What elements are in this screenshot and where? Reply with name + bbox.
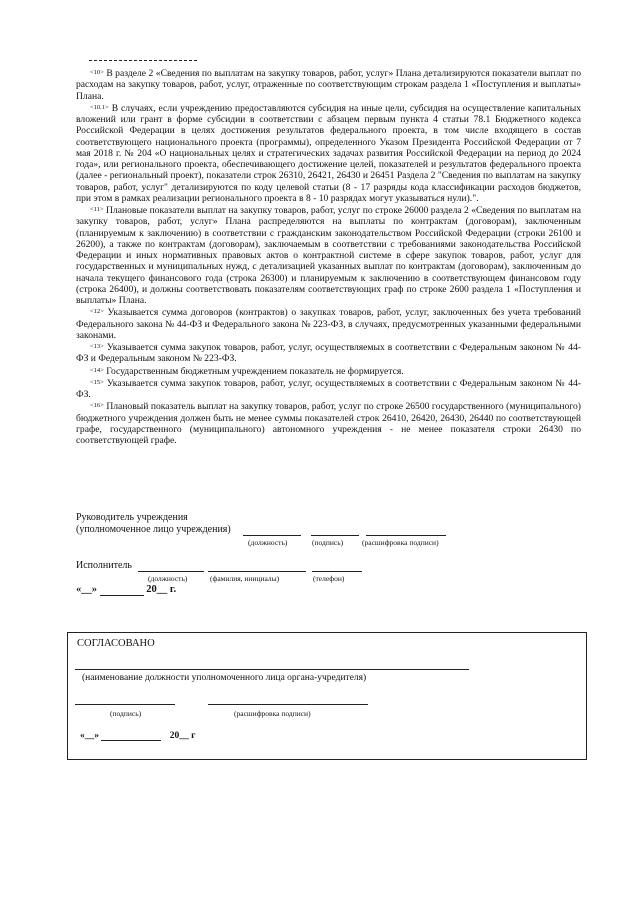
approval-date: «__» 20__ г — [80, 731, 196, 741]
head-decode-caption: (расшифровка подписи) — [362, 538, 439, 547]
footnote-number: <11> — [90, 206, 104, 213]
head-position-caption: (должность) — [248, 538, 288, 547]
head-position-line — [243, 524, 301, 536]
head-signature-caption: (подпись) — [312, 538, 344, 547]
footnotes — [76, 67, 581, 446]
head-title: Руководитель учреждения — [76, 512, 188, 523]
footnote-number: <16> — [90, 402, 104, 410]
footnote-number: <10> — [90, 69, 104, 76]
footnote-item — [76, 102, 581, 204]
approval-box — [67, 632, 587, 760]
approval-position-line — [75, 669, 469, 670]
footnote-text: Плановые показатели выплат на закупку товаров, работ, услуг по строке 26000 раздела 2 «Сведения по выплатам на закупку товаров, работ, услуг» Плана распределяются на выплаты по контрактам (договорам), заключенным (планируемым к заключению) в соответствии с гражданским законодательством Российской Федерации (строки 26100 и 26200), а также по контрактам (договорам), заключаемым в соответствии с требованиями законодательства Российской Федерации и иных нормативных правовых актов о контрактной системе в сфере закупок товаров, работ, услуг для государственных и муниципальных нужд, с детализацией указанных выплат по контрактам (договорам), заключенным до начала текущего финансового года (строка 26300) и планируемым к заключению в соответствующем финансовом году (строка 26400), и должны соответствовать показателям соответствующих граф по строке 2600 раздела 1 «Поступления и выплаты» Плана. — [76, 205, 581, 306]
approval-decode-caption: (расшифровка подписи) — [234, 709, 311, 718]
footnote-text: В разделе 2 «Сведения по выплатам на закупку товаров, работ, услуг» Плана детализируются показатели выплат по расходам на закупку товаров, работ, услуг, отраженные по соответствующим строкам раздела 1 «Поступления и выплаты» Плана. — [76, 68, 581, 102]
footnote-number: <12> — [90, 308, 104, 316]
executor-position-line — [138, 560, 204, 572]
approval-signature-line — [75, 704, 175, 705]
approval-position-caption: (наименование должности уполномоченного лица органа-учредителя) — [82, 673, 367, 683]
footnote-item — [76, 306, 581, 341]
footnote-text: Плановый показатель выплат на закупку товаров, работ, услуг по строке 26500 государственного (муниципального) бюджетного учреждения должен быть не менее суммы показателей строк 26410, 26420, 26430, 26440 по соответствующей графе, государственного (муниципального) автономного учреждения - не менее показателя строки 26430 по соответствующей графе. — [76, 401, 581, 446]
footnote-text: Указывается сумма договоров (контрактов) о закупках товаров, работ, услуг, заключенных без учета требований Федерального закона № 44-ФЗ и Федерального закона № 223-ФЗ, в случаях, предусмотренных указанными федеральными законами. — [76, 307, 581, 341]
footnote-item — [76, 365, 581, 377]
footnote-text: Указывается сумма закупок товаров, работ, услуг, осуществляемых в соответствии с Федеральным законом № 44-ФЗ. — [76, 377, 581, 400]
executor-name-caption: (фамилия, инициалы) — [210, 574, 280, 583]
approval-date-month-line — [101, 730, 161, 741]
footnote-separator — [89, 60, 197, 61]
footnote-text: Государственным бюджетным учреждением показатель не формируется. — [106, 365, 404, 377]
approval-title: СОГЛАСОВАНО — [77, 638, 155, 649]
executor-date-month-line — [100, 585, 144, 596]
approval-decode-line — [208, 704, 368, 705]
executor-phone-caption: (телефон) — [313, 574, 345, 583]
executor-block — [76, 560, 596, 572]
footnote-number: <13> — [90, 343, 104, 350]
footnote-number: <15> — [90, 378, 104, 386]
executor-phone-line — [312, 560, 362, 572]
footnote-text: В случаях, если учреждению предоставляются субсидия на иные цели, субсидия на осуществление капитальных вложений или грант в форме субсидии в соответствии с абзацем первым пункта 4 статьи 78.1 Бюджетного кодекса Российской Федерации в целях достижения результатов федерального проекта, в том числе входящего в состав соответствующего национального проекта (программы), определенного Указом Президента Российской Федерации от 7 мая 2018 г. № 204 «О национальных целях и стратегических задачах развития Российской Федерации на период до 2024 года», или регионального проекта, обеспечивающего достижение целей, показателей и результатов федерального проекта (далее - региональный проект), показатели строк 26310, 26421, 26430 и 26451 Раздела 2 "Сведения по выплатам на закупку товаров, работ, услуг" детализируются по коду целевой статьи (8 - 17 разряды кода классификации расходов бюджетов, при этом в рамках реализации регионального проекта в 8 - 10 разрядах могут указываться нули).". — [76, 102, 581, 204]
executor-position-caption: (должность) — [148, 574, 188, 583]
footnote-item — [76, 67, 581, 102]
footnote-item — [76, 341, 581, 365]
executor-date: «__» 20__ г. — [76, 584, 177, 595]
head-signature-line — [311, 524, 359, 536]
approval-signature-caption: (подпись) — [110, 709, 142, 718]
footnote-item — [76, 377, 581, 401]
footnote-item — [76, 400, 581, 446]
head-decode-line — [366, 524, 446, 536]
footnote-item — [76, 204, 581, 306]
footnote-text: Указывается сумма закупок товаров, работ, услуг, осуществляемых в соответствии с Федеральным законом № 44-ФЗ и Федеральным законом № 223-ФЗ. — [76, 342, 581, 365]
footnote-number: <14> — [90, 366, 104, 374]
executor-name-line — [208, 560, 306, 572]
executor-label: Исполнитель — [76, 560, 132, 571]
head-subtitle: (уполномоченное лицо учреждения) — [76, 524, 596, 536]
footnote-number: <10.1> — [90, 103, 109, 111]
head-signature-block — [76, 512, 596, 536]
